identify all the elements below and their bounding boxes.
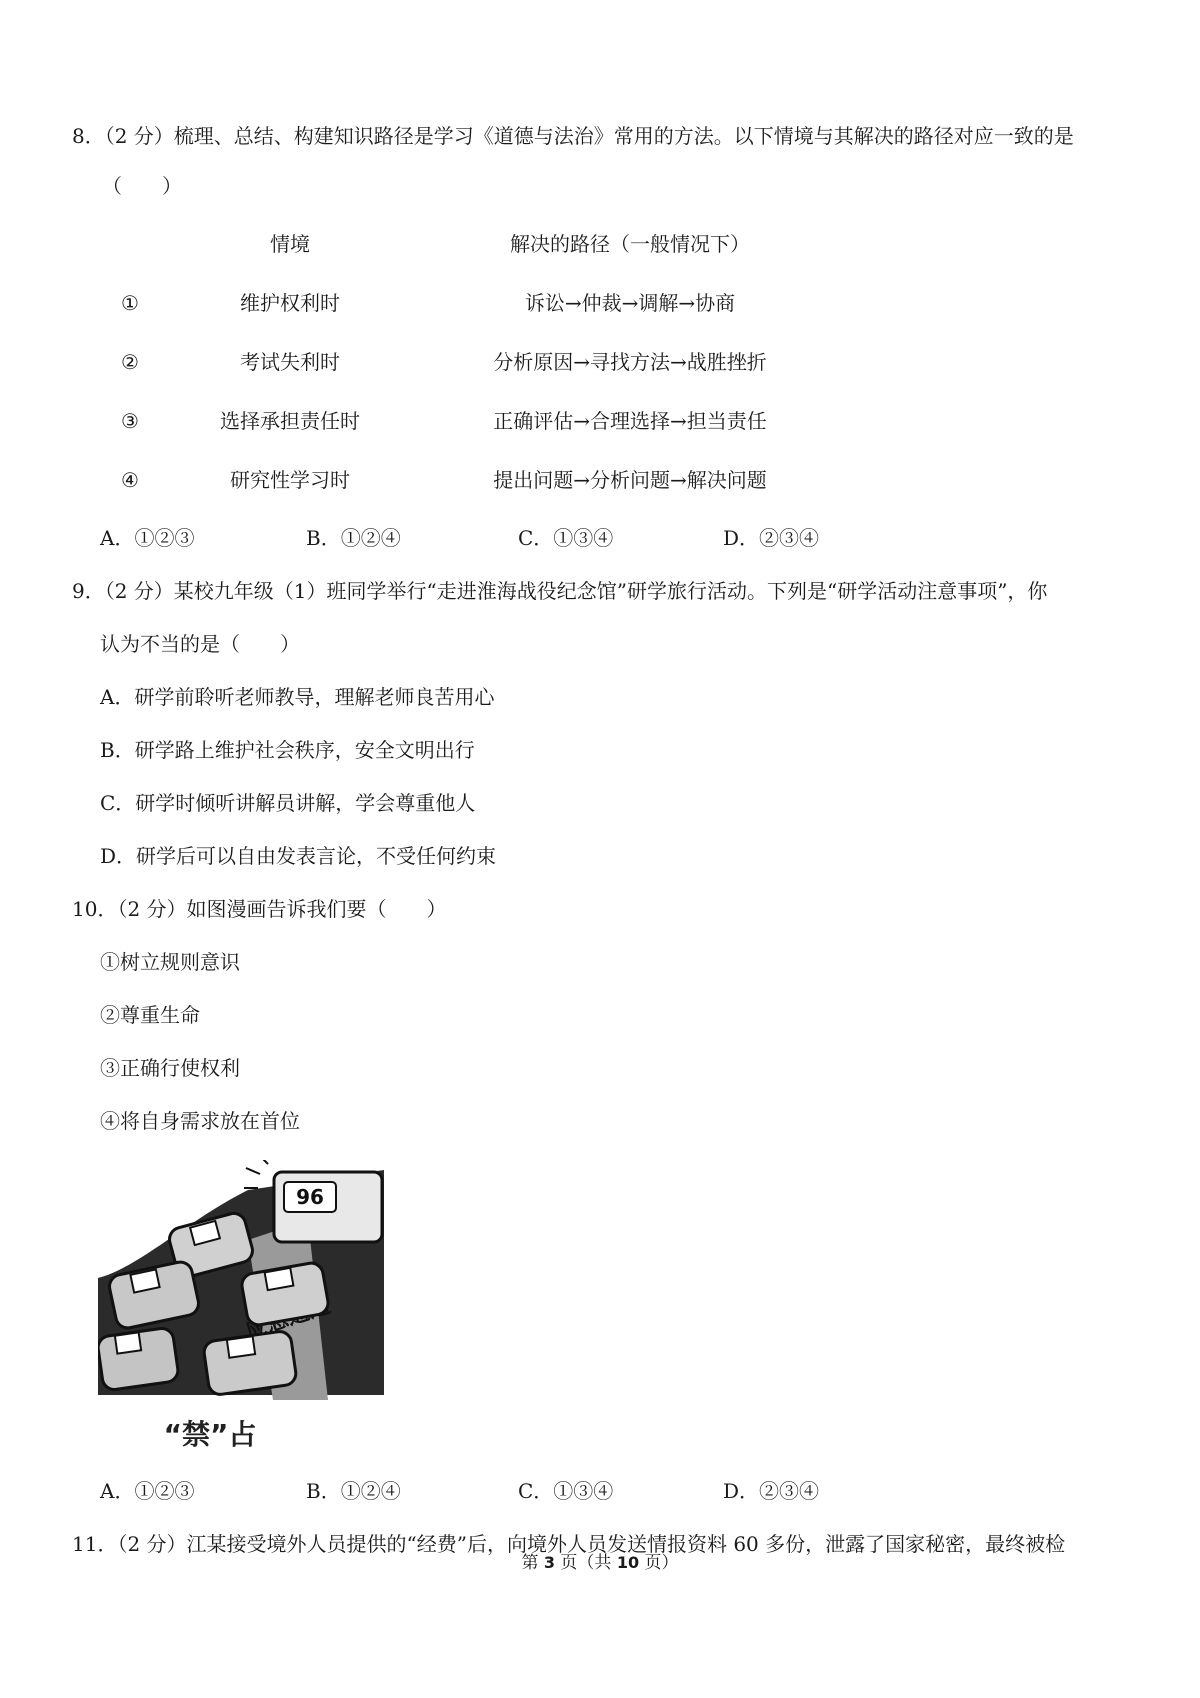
q10-option-c[interactable]: C．①③④ <box>518 1479 614 1503</box>
q8-row2-situation: 考试失利时 <box>240 350 340 374</box>
q8-row3-no: ③ <box>121 409 139 433</box>
q10-item-3: ③正确行使权利 <box>100 1056 240 1080</box>
q8-option-c[interactable]: C．①③④ <box>518 526 614 550</box>
q8-stem-line2: （ ） <box>102 174 182 198</box>
q8-option-a[interactable]: A．①②③ <box>100 526 195 550</box>
cartoon-truck-number: 96 <box>296 1185 324 1209</box>
car-icon <box>98 1327 179 1391</box>
q10-item-1: ①树立规则意识 <box>100 950 240 974</box>
q10-item-2: ②尊重生命 <box>100 1003 200 1027</box>
q8-row4-path: 提出问题→分析问题→解决问题 <box>493 468 767 492</box>
q8-row2-no: ② <box>121 350 139 374</box>
q10-item-4: ④将自身需求放在首位 <box>100 1109 300 1133</box>
q8-row4-no: ④ <box>121 468 139 492</box>
page-footer <box>0 1551 1200 1575</box>
q9-option-a[interactable]: A．研学前聆听老师教导，理解老师良苦用心 <box>100 685 495 709</box>
footer-suffix: 页） <box>639 1553 679 1573</box>
footer-total-pages: 10 <box>616 1553 640 1572</box>
cartoon-emergency-lane <box>98 1160 384 1456</box>
q10-stem: 10．（2 分）如图漫画告诉我们要（ ） <box>72 897 447 921</box>
q11-stem-line1: 11．（2 分）江某接受境外人员提供的“经费”后，向境外人员发送情报资料 60 多份，泄露了国家秘密，最终被检 <box>72 1532 1066 1556</box>
q8-header-path: 解决的路径（一般情况下） <box>510 232 750 256</box>
footer-middle: 页（共 <box>555 1553 617 1573</box>
q9-stem-line1: 9．（2 分）某校九年级（1）班同学举行“走进淮海战役纪念馆”研学旅行活动。下列是“研学活动注意事项”，你 <box>72 579 1048 603</box>
q9-stem-line2: 认为不当的是（ ） <box>100 632 300 656</box>
q8-row2-path: 分析原因→寻找方法→战胜挫折 <box>493 350 767 374</box>
q9-option-c[interactable]: C．研学时倾听讲解员讲解，学会尊重他人 <box>100 791 476 815</box>
q8-stem-line1: 8．（2 分）梳理、总结、构建知识路径是学习《道德与法治》常用的方法。以下情境与其解决的路径对应一致的是 <box>72 124 1074 148</box>
q8-option-b[interactable]: B．①②④ <box>306 526 401 550</box>
footer-prefix: 第 <box>521 1553 544 1573</box>
q8-row1-path: 诉讼→仲裁→调解→协商 <box>524 291 736 315</box>
q8-row3-path: 正确评估→合理选择→担当责任 <box>493 409 767 433</box>
q8-row1-no: ① <box>121 291 139 315</box>
q9-option-b[interactable]: B．研学路上维护社会秩序，安全文明出行 <box>100 738 475 762</box>
cartoon-caption: “禁”占 <box>163 1418 257 1451</box>
q10-option-b[interactable]: B．①②④ <box>306 1479 401 1503</box>
q8-row1-situation: 维护权利时 <box>240 291 340 315</box>
q9-option-d[interactable]: D．研学后可以自由发表言论，不受任何约束 <box>100 844 497 868</box>
q10-option-a[interactable]: A．①②③ <box>100 1479 195 1503</box>
q8-header-situation: 情境 <box>270 232 310 256</box>
car-icon <box>203 1330 298 1396</box>
q8-option-d[interactable]: D．②③④ <box>723 526 820 550</box>
footer-page-number: 3 <box>543 1553 556 1572</box>
q10-option-d[interactable]: D．②③④ <box>723 1479 820 1503</box>
q8-row4-situation: 研究性学习时 <box>230 468 350 492</box>
q8-row3-situation: 选择承担责任时 <box>220 409 360 433</box>
